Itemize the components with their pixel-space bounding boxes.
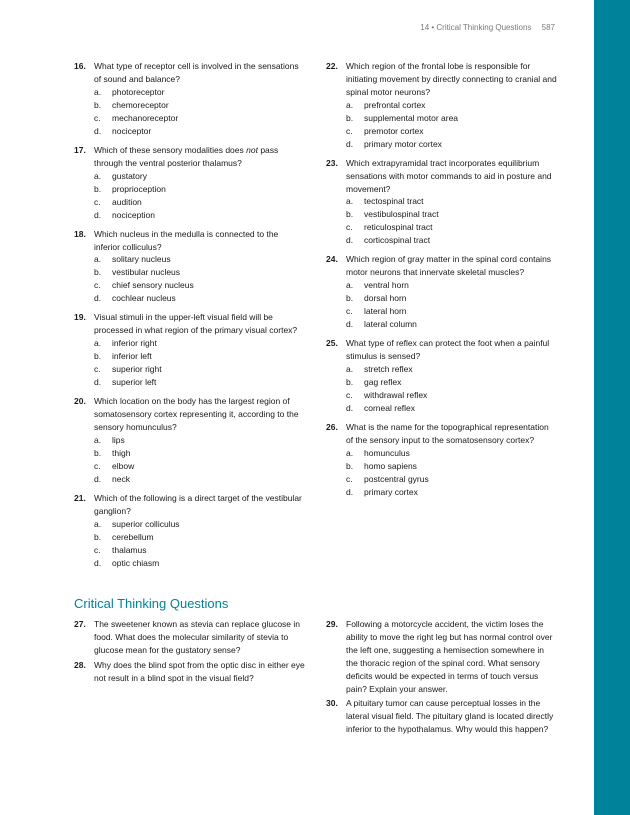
option-text: stretch reflex [364,364,413,375]
question-number: 19. [74,312,86,323]
option-letter: a. [94,86,102,97]
option-letter: b. [94,531,102,542]
option-text: optic chiasm [112,557,160,568]
option-letter: b. [346,377,354,388]
option-text: elbow [112,460,135,471]
option-letter: c. [94,544,101,555]
option-letter: b. [346,460,354,471]
option-letter: d. [346,319,354,330]
question-text: Why does the blind spot from the optic disc in either eye not result in a blind spot in the visual field? [94,659,305,683]
page-edge-color-bar [594,0,630,815]
option-text: superior colliculus [112,518,180,529]
emphasis: not [246,144,258,155]
option-letter: d. [94,125,102,136]
option-letter: d. [94,209,102,220]
option-letter: a. [346,196,354,207]
mc-right-column [326,60,558,505]
question-number: 27. [74,619,86,629]
option-letter: b. [94,351,102,362]
question-text: Which of these sensory modalities does not pass through the ventral posterior thalamus? [94,144,279,168]
option-letter: d. [94,293,102,304]
question-number: 18. [74,228,86,239]
question-30 [326,697,558,736]
question-19 [74,311,306,389]
chapter-label: 14 • Critical Thinking Questions [420,23,532,32]
option-letter: b. [346,209,354,220]
option-text: thigh [112,447,131,458]
option-text: corneal reflex [364,403,416,414]
option-text: solitary nucleus [112,254,171,265]
option-text: audition [112,196,142,207]
option-letter: a. [94,170,102,181]
option-letter: c. [94,460,101,471]
question-18 [74,228,306,306]
option-text: chief sensory nucleus [112,280,194,291]
question-text: The sweetener known as stevia can replace glucose in food. What does the molecular similarity of stevia to glucose mean for the gustatory sense? [94,619,301,655]
option-text: reticulospinal tract [364,222,433,233]
question-28 [74,659,306,685]
question-number: 21. [74,492,86,503]
option-text: inferior left [112,351,152,362]
question-text: A pituitary tumor can cause perceptual losses in the lateral visual field. The pituitary gland is located directly inferior to the hypothalamus. Why would this happen? [346,698,554,735]
option-text: ventral horn [364,280,409,291]
option-text: supplemental motor area [364,112,459,123]
option-text: gustatory [112,170,147,181]
option-letter: c. [94,364,101,375]
option-text: thalamus [112,544,147,555]
option-text: cochlear nucleus [112,293,176,304]
option-text: inferior right [112,338,157,349]
option-text: homunculus [364,447,410,458]
option-text: cerebellum [112,531,154,542]
question-27 [74,618,306,657]
option-text: photoreceptor [112,86,165,97]
option-text: chemoreceptor [112,99,169,110]
option-text: primary motor cortex [364,138,442,149]
question-text: Following a motorcycle accident, the victim loses the ability to move the right leg but has normal control over the left one, suggesting a hemisection somewhere in the thoracic region of the spinal cord. What sensory deficits would be expected in terms of touch versus pain? Explain your answer. [346,619,553,694]
option-letter: c. [346,222,353,233]
option-text: superior left [112,377,157,388]
option-text: lips [112,434,125,445]
option-letter: a. [94,254,102,265]
option-text: lateral column [364,319,417,330]
option-text: premotor cortex [364,125,424,136]
option-letter: d. [346,403,354,414]
option-letter: b. [346,293,354,304]
question-text: What type of receptor cell is involved in the sensations of sound and balance? [94,61,299,84]
question-text: Which extrapyramidal tract incorporates equilibrium sensations with motor commands to aid in posture and movement? [346,157,552,194]
option-letter: a. [94,434,102,445]
option-text: proprioception [112,183,166,194]
option-letter: c. [94,196,101,207]
question-number: 30. [326,698,338,709]
option-letter: b. [346,112,354,123]
option-letter: b. [94,267,102,278]
option-letter: d. [346,235,354,246]
option-text: primary cortex [364,486,418,497]
question-number: 29. [326,619,338,629]
question-text: Which region of gray matter in the spinal cord contains motor neurons that innervate skeletal muscles? [346,254,552,278]
question-25 [326,337,558,415]
question-20 [74,395,306,486]
question-23 [326,157,558,248]
question-29 [326,618,558,695]
option-text: withdrawal reflex [364,390,428,401]
option-letter: a. [346,99,354,110]
question-text: Visual stimuli in the upper-left visual field will be processed in what region of the primary visual cortex? [94,312,298,336]
option-letter: c. [346,473,353,484]
option-letter: c. [94,112,101,123]
question-text: Which nucleus in the medulla is connected to the inferior colliculus? [94,228,279,252]
option-text: homo sapiens [364,460,417,471]
option-text: neck [112,473,130,484]
question-number: 16. [74,61,86,71]
question-number: 25. [326,338,338,349]
option-letter: b. [94,99,102,110]
option-letter: b. [94,183,102,194]
question-number: 26. [326,422,338,433]
option-text: corticospinal tract [364,235,431,246]
question-number: 24. [326,254,338,265]
option-letter: a. [94,518,102,529]
option-letter: d. [94,473,102,484]
question-24 [326,253,558,331]
option-text: vestibular nucleus [112,267,181,278]
option-letter: b. [94,447,102,458]
option-letter: d. [346,138,354,149]
question-number: 28. [74,659,86,670]
question-26 [326,421,558,499]
option-text: mechanoreceptor [112,112,179,123]
question-number: 17. [74,144,86,155]
option-text: gag reflex [364,377,402,388]
option-letter: c. [346,390,353,401]
option-letter: d. [346,486,354,497]
section-title: Critical Thinking Questions [74,596,229,611]
ct-left-column [74,618,306,685]
question-text: What type of reflex can protect the foot when a painful stimulus is sensed? [346,338,550,362]
running-header [0,23,555,32]
option-text: vestibulospinal tract [364,209,439,220]
option-letter: a. [346,447,354,458]
option-text: nociceptor [112,125,152,136]
option-text: tectospinal tract [364,196,424,207]
option-text: dorsal horn [364,293,407,304]
option-letter: d. [94,377,102,388]
option-text: postcentral gyrus [364,473,429,484]
question-21 [74,492,306,570]
option-letter: c. [346,125,353,136]
option-text: nociception [112,209,156,220]
option-text: prefrontal cortex [364,99,426,110]
question-16 [74,60,306,138]
option-letter: c. [346,306,353,317]
question-17 [74,144,306,222]
ct-right-column [326,618,558,736]
option-letter: a. [346,364,354,375]
question-text: What is the name for the topographical representation of the sensory input to the somatosensory cortex? [346,422,549,445]
question-number: 20. [74,396,86,407]
question-text: Which region of the frontal lobe is responsible for initiating movement by directly connecting to cranial and spinal motor neurons? [346,61,557,97]
question-number: 23. [326,157,338,168]
question-22 [326,60,558,151]
option-letter: a. [346,280,354,291]
option-letter: a. [94,338,102,349]
question-number: 22. [326,61,338,71]
option-letter: c. [94,280,101,291]
option-letter: d. [94,557,102,568]
page-number: 587 [541,23,555,32]
option-text: lateral horn [364,306,407,317]
option-text: superior right [112,364,162,375]
mc-left-column [74,60,306,576]
question-text: Which of the following is a direct target of the vestibular ganglion? [94,492,302,516]
question-text: Which location on the body has the largest region of somatosensory cortex representing it, according to the sensory homunculus? [94,396,299,433]
